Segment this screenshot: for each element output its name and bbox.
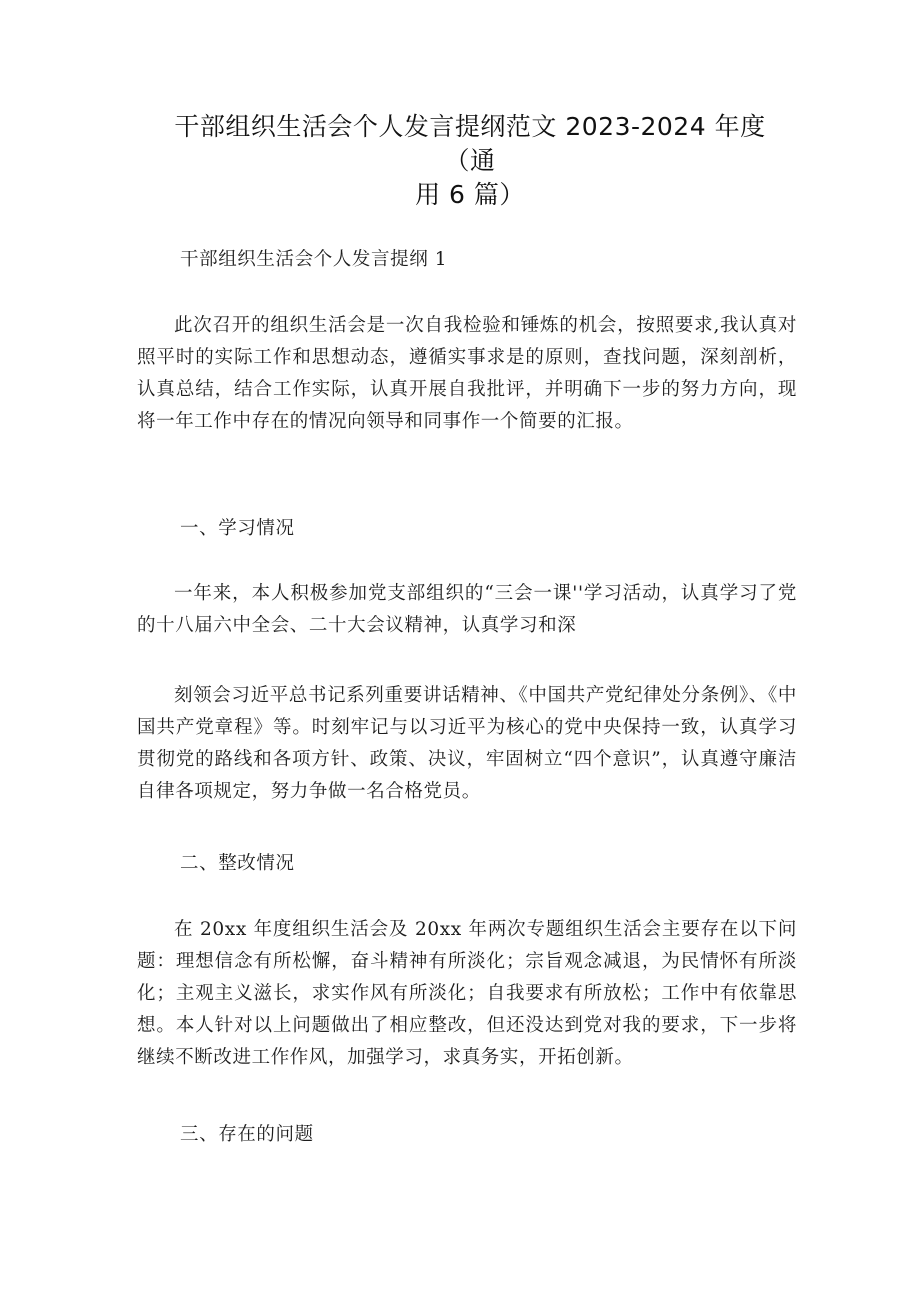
heading-rectification: 二、整改情况 [180,853,295,874]
study-paragraph-2: 刻领会习近平总书记系列重要讲话精神、《中国共产党纪律处分条例》、《中国共产党章程》等。时刻牢记与以习近平为核心的党中央保持一致，认真学习贯彻党的路线和各项方针、政策、决议，牢固树立“四个意识”，认真遵守廉洁自律各项规定，努力争做一名合格党员。 [137,685,797,802]
heading-problems: 三、存在的问题 [180,1124,314,1145]
study-paragraph-1: 一年来，本人积极参加党支部组织的“三会一课''学习活动，认真学习了党的十八届六中全会、二十大会议精神，认真学习和深 [137,583,797,636]
section-title: 干部组织生活会个人发言提纲 1 [180,249,448,270]
document-title [150,110,790,212]
title-line-1: 干部组织生活会个人发言提纲范文 2023-2024 年度（通 [174,112,766,175]
title-line-2: 用 6 篇） [415,180,525,209]
rectification-paragraph: 在 20xx 年度组织生活会及 20xx 年两次专题组织生活会主要存在以下问题：理想信念有所松懈，奋斗精神有所淡化；宗旨观念减退，为民情怀有所淡化；主观主义滋长，求实作风有所淡化；自我要求有所放松；工作中有依靠思想。本人针对以上问题做出了相应整改，但还没达到党对我的要求，下一步将继续不断改进工作作风，加强学习，求真务实，开拓创新。 [137,919,797,1068]
heading-study: 一、学习情况 [180,518,295,539]
intro-paragraph: 此次召开的组织生活会是一次自我检验和锤炼的机会，按照要求,我认真对照平时的实际工作和思想动态，遵循实事求是的原则，查找问题，深刻剖析，认真总结，结合工作实际，认真开展自我批评，并明确下一步的努力方向，现将一年工作中存在的情况向领导和同事作一个简要的汇报。 [137,315,797,432]
